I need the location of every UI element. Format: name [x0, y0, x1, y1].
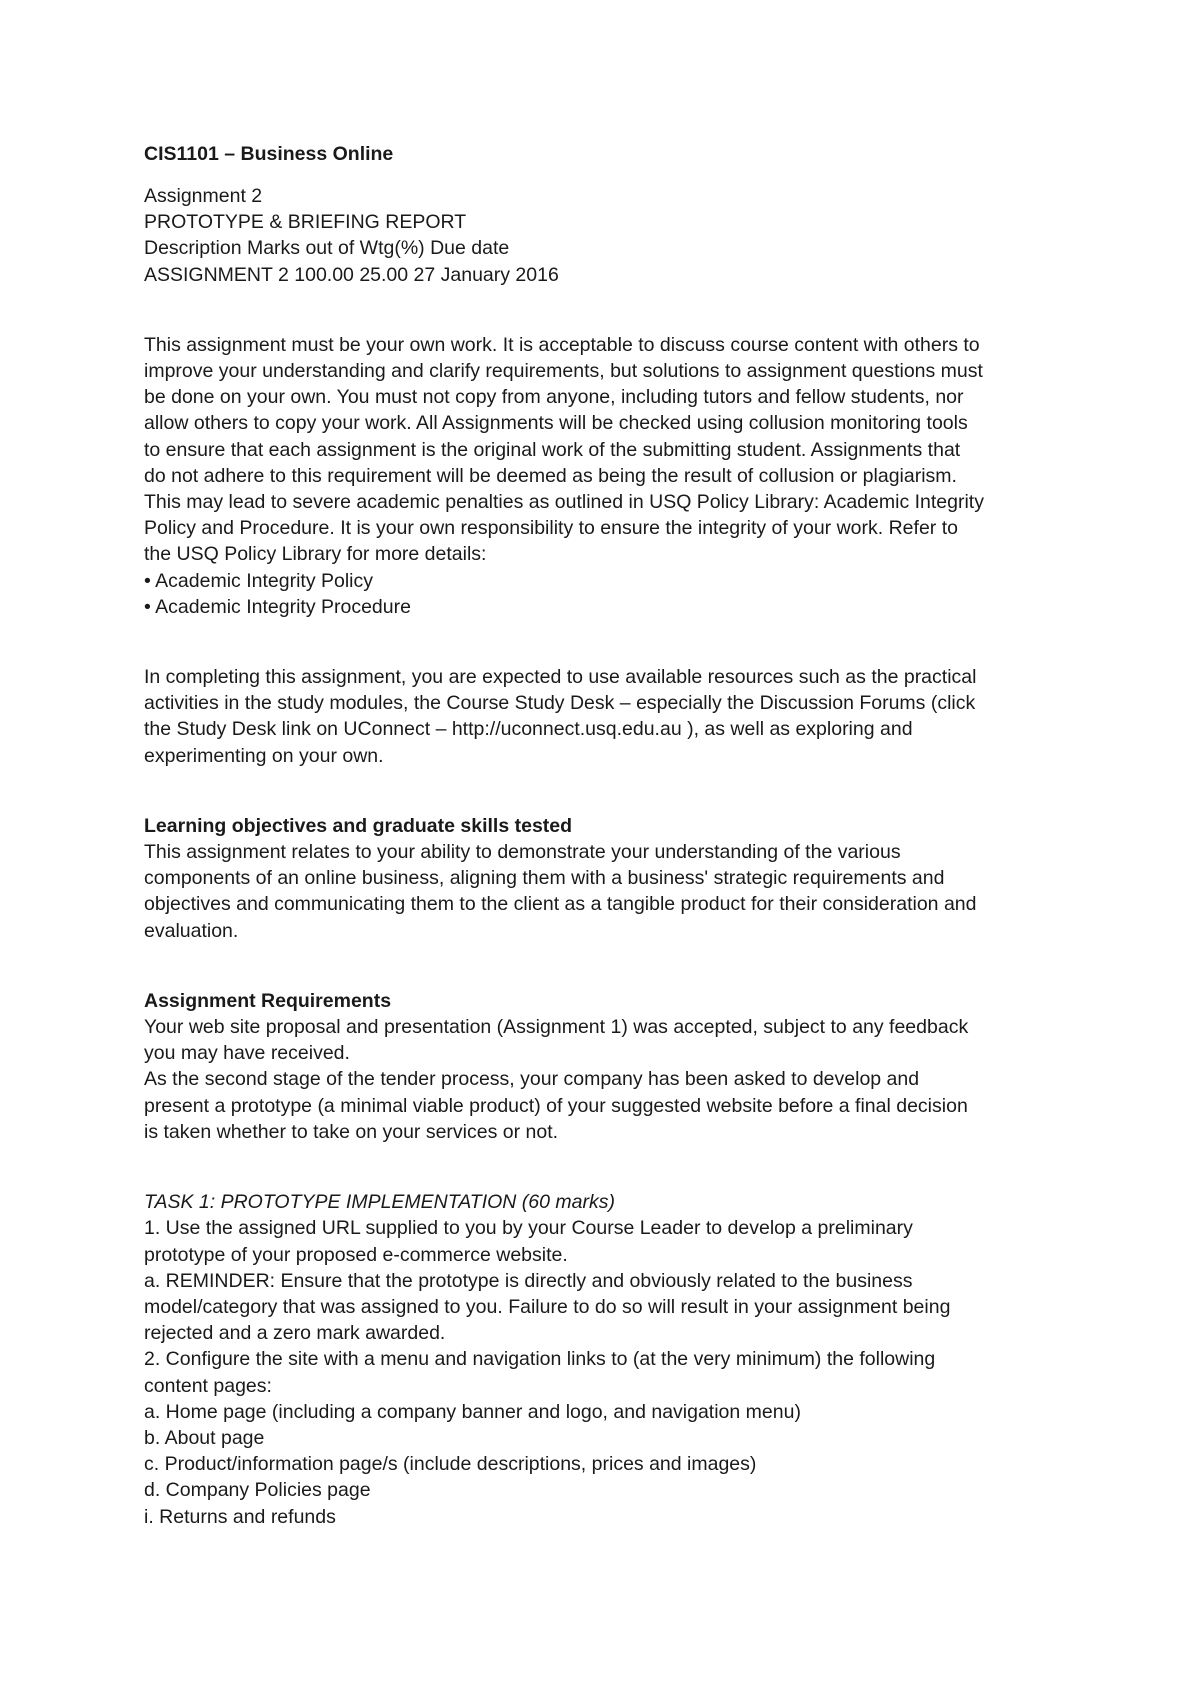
paragraph-line: This assignment relates to your ability to demonstrate your understanding of the various [144, 841, 901, 864]
document-title: CIS1101 – Business Online [144, 143, 394, 165]
task-line: b. About page [144, 1426, 265, 1449]
paragraph-line: Policy and Procedure. It is your own responsibility to ensure the integrity of your work. Refer to [144, 517, 958, 540]
task-line: 2. Configure the site with a menu and navigation links to (at the very minimum) the following [144, 1348, 936, 1371]
paragraph-line: the Study Desk link on UConnect – http://uconnect.usq.edu.au ), as well as exploring and [144, 718, 913, 741]
paragraph-line: present a prototype (a minimal viable product) of your suggested website before a final decision [144, 1094, 968, 1117]
task-line: 1. Use the assigned URL supplied to you by your Course Leader to develop a preliminary [144, 1217, 913, 1240]
spacer [144, 288, 1064, 332]
task-line: a. REMINDER: Ensure that the prototype is directly and obviously related to the business [144, 1269, 913, 1292]
paragraph-line: objectives and communicating them to the client as a tangible product for their consideration and [144, 893, 977, 916]
spacer [144, 944, 1064, 988]
paragraph-line: Your web site proposal and presentation (Assignment 1) was accepted, subject to any feedback [144, 1016, 969, 1039]
task-line: prototype of your proposed e-commerce website. [144, 1243, 568, 1266]
task-line: rejected and a zero mark awarded. [144, 1322, 446, 1345]
paragraph-line: experimenting on your own. [144, 744, 384, 767]
paragraph-line: be done on your own. You must not copy from anyone, including tutors and fellow students, nor [144, 386, 964, 409]
paragraph-line: activities in the study modules, the Course Study Desk – especially the Discussion Forums (click [144, 692, 976, 715]
task-line: d. Company Policies page [144, 1479, 371, 1502]
paragraph-line: improve your understanding and clarify requirements, but solutions to assignment questions must [144, 360, 983, 383]
spacer [144, 769, 1064, 813]
task-line: content pages: [144, 1374, 272, 1397]
task-heading: TASK 1: PROTOTYPE IMPLEMENTATION (60 marks) [144, 1191, 615, 1214]
header-line: ASSIGNMENT 2 100.00 25.00 27 January 2016 [144, 263, 559, 286]
paragraph-line: is taken whether to take on your services or not. [144, 1120, 559, 1143]
paragraph-line: evaluation. [144, 919, 239, 942]
requirements-section [144, 988, 1064, 1145]
section-heading: Assignment Requirements [144, 989, 392, 1012]
paragraph-line: to ensure that each assignment is the original work of the submitting student. Assignments that [144, 438, 961, 461]
paragraph-line: you may have received. [144, 1042, 350, 1065]
bullet-item: • Academic Integrity Policy [144, 569, 374, 592]
integrity-paragraph [144, 332, 1064, 620]
document-body [144, 141, 1064, 1530]
task-line: i. Returns and refunds [144, 1505, 336, 1528]
task1-section [144, 1189, 1064, 1530]
spacer [144, 1145, 1064, 1189]
objectives-section [144, 813, 1064, 944]
resources-paragraph [144, 664, 1064, 769]
spacer [144, 620, 1064, 664]
paragraph-line: the USQ Policy Library for more details: [144, 543, 487, 566]
paragraph-line: components of an online business, aligning them with a business' strategic requirements and [144, 867, 945, 890]
paragraph-line: do not adhere to this requirement will be deemed as being the result of collusion or plagiarism. [144, 464, 957, 487]
paragraph-line: allow others to copy your work. All Assignments will be checked using collusion monitoring tools [144, 412, 968, 435]
spacer [144, 167, 1064, 183]
paragraph-line: As the second stage of the tender process, your company has been asked to develop and [144, 1068, 920, 1091]
bullet-item: • Academic Integrity Procedure [144, 595, 411, 618]
header-line: Assignment 2 [144, 185, 263, 207]
header-line: PROTOTYPE & BRIEFING REPORT [144, 211, 467, 234]
task-line: c. Product/information page/s (include descriptions, prices and images) [144, 1453, 757, 1476]
paragraph-line: This assignment must be your own work. It is acceptable to discuss course content with others to [144, 333, 980, 356]
paragraph-line: In completing this assignment, you are expected to use available resources such as the practical [144, 666, 977, 689]
header-line: Description Marks out of Wtg(%) Due date [144, 237, 510, 260]
section-heading: Learning objectives and graduate skills tested [144, 814, 573, 837]
task-line: a. Home page (including a company banner and logo, and navigation menu) [144, 1400, 801, 1423]
task-line: model/category that was assigned to you. Failure to do so will result in your assignment being [144, 1295, 951, 1318]
paragraph-line: This may lead to severe academic penalties as outlined in USQ Policy Library: Academic Integrity [144, 491, 984, 514]
header-block [144, 183, 1064, 288]
